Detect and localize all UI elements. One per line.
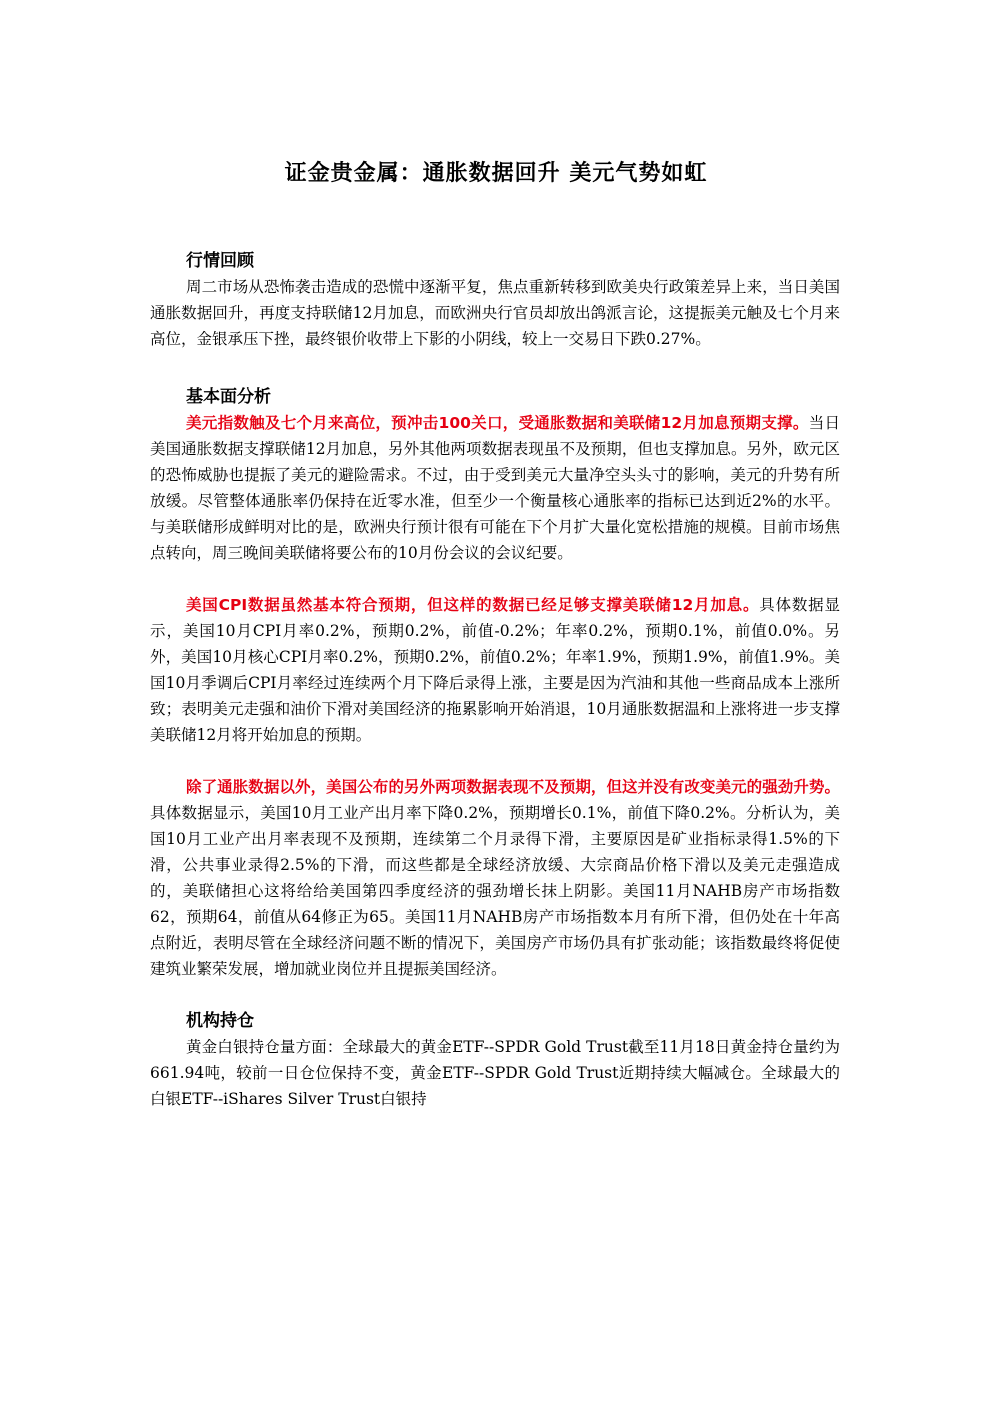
paragraph-text-3: 具体数据显示，美国10月工业产出月率下降0.2%，预期增长0.1%，前值下降0.2%。分析认为，美国10月工业产出月率表现不及预期，连续第二个月录得下滑，主要原因是矿业指标录得1.5%的下滑，公共事业录得2.5%的下滑，而这些都是全球经济放缓、大宗商品价格下滑以及美元走强造成的，美联储担心这将给给美国第四季度经济的强劲增长抹上阴影。美国11月NAHB房产市场指数62，预期64，前值从64修正为65。美国11月NAHB房产市场指数本月有所下滑，但仍处在十年高点附近，表明尽管在全球经济问题不断的情况下，美国房产市场仍具有扩张动能；该指数最终将促使建筑业繁荣发展，增加就业岗位并且提振美国经济。 (150, 804, 840, 978)
fundamental-paragraph-3 (150, 774, 840, 982)
section-heading-fundamental-analysis: 基本面分析 (186, 387, 271, 407)
fundamental-paragraph-1 (150, 410, 840, 566)
document-body (150, 248, 840, 1112)
paragraph-text-2: 具体数据显示，美国10月CPI月率0.2%，预期0.2%，前值-0.2%；年率0.2%，预期0.1%，前值0.0%。另外，美国10月核心CPI月率0.2%，预期0.2%，前值0.2%；年率1.9%，预期1.9%，前值1.9%。美国10月季调后CPI月率经过连续两个月下降后录得上涨，主要是因为汽油和其他一些商品成本上涨所致；表明美元走强和油价下滑对美国经济的拖累影响开始消退，10月通胀数据温和上涨将进一步支撑美联储12月将开始加息的预期。 (150, 596, 840, 744)
paragraph-spacer (150, 748, 840, 774)
section-market-review (150, 248, 840, 352)
highlight-lead-2: 美国CPI数据虽然基本符合预期，但这样的数据已经足够支撑美联储12月加息。 (186, 596, 760, 614)
section-fundamental-analysis (150, 384, 840, 982)
section-heading-institutional-holdings: 机构持仓 (186, 1011, 254, 1031)
section-spacer (150, 982, 840, 1008)
paragraph-spacer (150, 566, 840, 592)
document-title: 证金贵金属：通胀数据回升 美元气势如虹 (284, 161, 708, 186)
section-institutional-holdings (150, 1008, 840, 1112)
highlight-lead-3: 除了通胀数据以外，美国公布的另外两项数据表现不及预期，但这并没有改变美元的强劲升势。 (186, 778, 840, 796)
fundamental-paragraph-2 (150, 592, 840, 748)
section-spacer (150, 352, 840, 384)
paragraph-text-1: 当日美国通胀数据支撑联储12月加息，另外其他两项数据表现虽不及预期，但也支撑加息。另外，欧元区的恐怖威胁也提振了美元的避险需求。不过，由于受到美元大量净空头头寸的影响，美元的升势有所放缓。尽管整体通胀率仍保持在近零水准，但至少一个衡量核心通胀率的指标已达到近2%的水平。与美联储形成鲜明对比的是，欧洲央行预计很有可能在下个月扩大量化宽松措施的规模。目前市场焦点转向，周三晚间美联储将要公布的10月份会议的会议纪要。 (150, 414, 840, 562)
market-review-paragraph: 周二市场从恐怖袭击造成的恐慌中逐渐平复，焦点重新转移到欧美央行政策差异上来，当日美国通胀数据回升，再度支持联储12月加息，而欧洲央行官员却放出鸽派言论，这提振美元触及七个月来高位，金银承压下挫，最终银价收带上下影的小阴线，较上一交易日下跌0.27%。 (150, 278, 840, 348)
section-heading-market-review: 行情回顾 (186, 251, 254, 271)
holdings-paragraph: 黄金白银持仓量方面：全球最大的黄金ETF--SPDR Gold Trust截至11月18日黄金持仓量约为661.94吨，较前一日仓位保持不变，黄金ETF--SPDR Gold Trust近期持续大幅减仓。全球最大的白银ETF--iShares Silver Trust白银持 (150, 1038, 840, 1108)
highlight-lead-1: 美元指数触及七个月来高位，预冲击100关口，受通胀数据和美联储12月加息预期支撑。 (186, 414, 809, 432)
